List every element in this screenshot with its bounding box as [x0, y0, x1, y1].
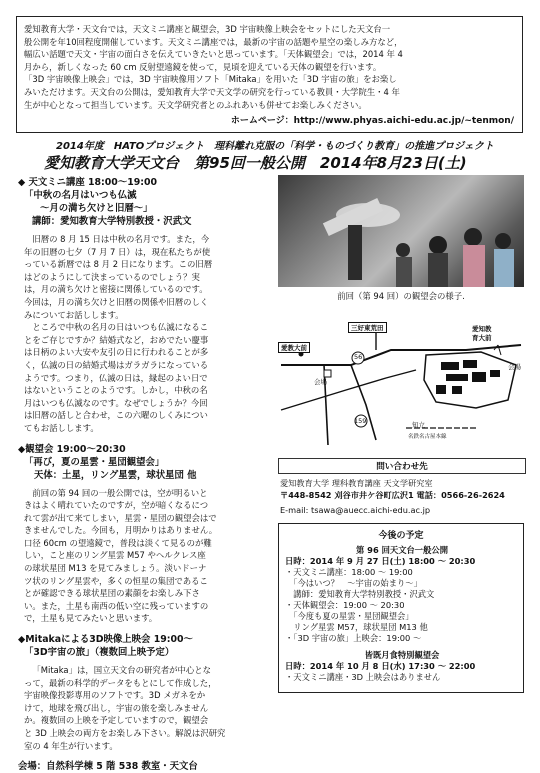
telescope-scene-icon: [278, 175, 524, 287]
lecture-subtitle: 「中秋の名月はいつも仏滅: [24, 190, 137, 201]
observation-body: [18, 487, 270, 626]
mitaka-title: ◆Mitakaによる3D映像上映会 19:00〜: [18, 634, 193, 646]
text-line: とが確認できる球状星団の素顔をお楽しみ下さ: [24, 588, 200, 599]
text-line: ツ状のリング星雲や，多くの恒星の集団であるこ: [24, 575, 208, 586]
map-label-venue: 会場: [314, 378, 327, 386]
text-line: しい，こと座のリング星雲 M57 やヘルクレス座: [24, 550, 206, 561]
event1-line: ・「3D 宇宙の旅」上映会：19:00 〜: [285, 633, 422, 643]
text-line: 前回の第 94 回の一般公開では，空が明るいと: [32, 487, 208, 498]
contact-title-bar: [278, 458, 526, 474]
left-column: [18, 176, 270, 773]
contact-block: [280, 478, 526, 517]
mitaka-subtitle: 「3D宇宙の旅」（複数回上映予定）: [24, 647, 175, 659]
text-line: ようです。つまり，仏滅の日は，縁起のよい日で: [24, 372, 208, 383]
map-label-kaijo: 会場: [508, 363, 521, 371]
text-line: ところで中秋の名月の日はいつも仏滅になるこ: [32, 322, 209, 333]
intro-line: 生が中心となって担当しています。天文学研究者とのふれあいも併せてお楽しみください。: [24, 99, 367, 110]
event2-heading: 皆既月食特別観望会: [364, 650, 440, 660]
text-line: 室の 4 年生が行います。: [24, 740, 118, 751]
event1-line: ・天体観望会：19:00 〜 20:30: [285, 600, 405, 610]
observation-photo: [278, 175, 524, 287]
text-line: 口径 60cm の望遠鏡で，普段は淡くて見るのが難: [24, 537, 212, 548]
lecture-subtitle: 〜月の満ち欠けと旧暦〜」: [40, 203, 153, 214]
text-line: とをご存じですか？結婚式など，おめでたい慶事: [24, 334, 209, 345]
homepage-link[interactable]: ホームページ：http://www.phyas.aichi-edu.ac.jp/~tenmon/: [230, 116, 514, 126]
text-line: か。複数回の上映を予定していますので，観望会: [24, 715, 209, 726]
observation-targets: 天体：土星，リング星雲，球状星団 他: [34, 469, 197, 481]
intro-line: みいただけます。天文台の公開は，愛知教育大学で天文学の研究を行っている教員・大学院生・4 年: [24, 86, 400, 97]
text-line: けて，地球を飛び出し，宇宙の旅を楽しみません: [24, 702, 209, 713]
event1-heading: 第 96 回天文台一般公開: [356, 545, 448, 555]
schedule-box: [278, 523, 524, 693]
event1-line: ・天文ミニ講座：18:00 〜 19:00: [285, 567, 413, 577]
text-line: 年の旧暦の七夕（7 月 7 日）は，現在私たちが使: [24, 246, 211, 257]
event2-datetime: 日時：2014 年 10 月 8 日(水) 17:30 〜 22:00: [285, 661, 476, 671]
text-line: はないということのようです。しかし，中秋の名: [24, 385, 208, 396]
venue: 会場：自然科学棟 5 階 538 教室・天文台: [18, 761, 198, 773]
text-line: きはよく晴れていたのですが，空が暗くなるにつ: [24, 500, 209, 511]
text-line: 今回は，月の満ち欠けと旧暦の関係や旧暦のしく: [24, 296, 209, 307]
text-line: 「Mitaka」は，国立天文台の研究者が中心とな: [32, 665, 211, 676]
text-line: 旧暦の 8 月 15 日は中秋の名月です。また，今: [32, 234, 210, 244]
contact-line: 愛知教育大学 理科教育講座 天文学研究室: [280, 478, 433, 488]
observation-subtitle: 「再び，夏の星雲・星団観望会」: [24, 456, 165, 468]
event1-line: リング星雲 M57，球状星団 M13 他: [285, 622, 428, 632]
map-label-station: 名鉄名古屋本線: [408, 434, 447, 440]
event-title: 愛知教育大学天文台 第95回一般公開 2014年8月23日(土): [44, 154, 467, 172]
lecture-title: ◆ 天文ミニ講座 18:00〜19:00: [18, 177, 158, 188]
text-line: は，月の満ち欠けと密接に関係しているのです。: [24, 284, 208, 295]
contact-email[interactable]: E-mail: tsawa@auecc.aichi-edu.ac.jp: [280, 505, 431, 515]
text-line: は日柄のよい大安や友引の日に行われることが多: [24, 347, 209, 358]
text-line: てもお話しします。: [24, 422, 99, 433]
text-line: は旧暦の話しと合わせ，この六曜のしくみについ: [24, 410, 208, 421]
text-line: で，土星も見てみたいと思います。: [24, 613, 158, 624]
event1-line: 「今度も夏の星雲・星団観望会」: [285, 611, 414, 621]
event2-line: ・天文ミニ講座・3D 上映会はありません: [285, 672, 441, 682]
text-line: みについてお話しします。: [24, 309, 124, 320]
text-line: きませんでした。今回も，月明かりはありません。: [24, 525, 218, 536]
contact-line: 〒448-8542 刈谷市井ケ谷町広沢1 電話：0566-26-2624: [280, 489, 505, 500]
text-line: い。また，土星も南西の低い空に残っていますの: [24, 600, 209, 611]
mitaka-body: [18, 664, 270, 752]
schedule-title: 今後の予定: [378, 531, 424, 541]
map-label-univ2: 育大前: [472, 334, 492, 342]
text-line: 月はいつも仏滅なのです。なぜでしょうか？今回: [24, 397, 208, 408]
observation-title: ◆観望会 19:00〜20:30: [18, 443, 126, 455]
text-line: 宇宙映像投影専用のソフトです。3D メガネをか: [24, 690, 206, 701]
event1-datetime: 日時：2014 年 9 月 27 日(土) 18:00 〜 20:30: [285, 556, 476, 566]
text-line: く，仏滅の日の結婚式場はガラガラになっている: [24, 359, 209, 370]
intro-box: [16, 16, 523, 133]
intro-line: 「3D 宇宙映像上映会」では，3D 宇宙映像用ソフト「Mitaka」を用いた「3D 宇宙の旅」をお楽し: [24, 74, 397, 85]
intro-line: 愛知教育大学・天文台では，天文ミニ講座と観望会，3D 宇宙映像上映会をセットにした天文台一: [24, 24, 391, 34]
contact-title: 問い合わせ先: [376, 462, 428, 472]
text-line: の球状星団 M13 を見てみましょう。淡いドーナ: [24, 563, 207, 574]
text-line: っている新暦では 8 月 2 日になります。この旧暦: [24, 259, 213, 270]
intro-line: 般公開を年10回程度開催しています。天文ミニ講座では，最新の宇宙の話題や星空の楽しみ方など，: [24, 36, 403, 47]
text-line: はどのようにして決まっているのでしょう？実: [24, 271, 200, 282]
text-line: と 3D 上映会の両方をお楽しみ下さい。解説は沢研究: [24, 728, 226, 738]
lecture-body: [18, 233, 270, 435]
map-label-route159: 159: [354, 417, 367, 425]
map-label-chiryu: 知立: [412, 421, 425, 429]
map-label-sanyoshi: 三好東荒田: [348, 322, 387, 333]
photo-caption: 前回（第 94 回）の観望会の様子.: [337, 291, 465, 301]
access-map: [276, 310, 526, 448]
text-line: って，最新の科学的データをもとにして作成した，: [24, 677, 217, 688]
intro-line: 幅広い話題で天文・宇宙の面白さを伝えていきたいと思っています。「天体観望会」では，2014 年 4: [24, 49, 403, 60]
project-header: 2014年度 HATOプロジェクト 理科離れ克服の「科学・ものづくり教育」の推進プロジェクト: [56, 141, 494, 152]
map-label-route56: 56: [354, 353, 363, 361]
event1-line: 「今はいつ？ 〜宇宙の始まり〜」: [285, 578, 422, 588]
event1-line: 講師：愛知教育大学特別教授・沢武文: [285, 589, 435, 599]
lecture-lecturer: 講師：愛知教育大学特別教授・沢武文: [32, 216, 192, 227]
text-line: れて雲が出て来てしまい，星雲・星団の観望会はで: [24, 512, 217, 523]
map-label-univ1: 愛知教: [472, 325, 492, 333]
intro-line: 月から，新しくなった 60 cm 反射望遠鏡を使って，見頃を迎えている天体の観望を行います。: [24, 61, 382, 72]
map-label-aikyo: 愛教大前: [278, 342, 310, 353]
